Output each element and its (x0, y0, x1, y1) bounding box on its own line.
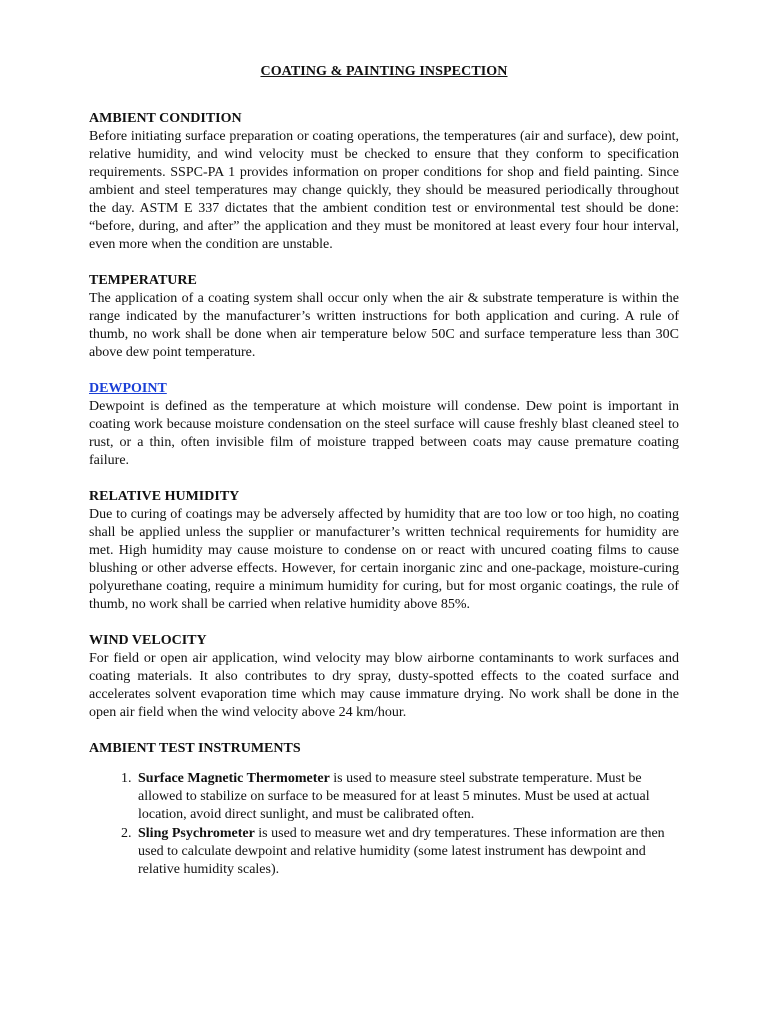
section-text: Dewpoint is defined as the temperature at which moisture will condense. Dew point is important in coating work because moisture condensation on the steel surface will cause freshly blast cleaned steel to rust, or a thin, often invisible film of moisture trapped between coats may cause premature coating failure. (89, 399, 679, 468)
section-heading: AMBIENT TEST INSTRUMENTS (89, 741, 301, 756)
section-heading: WIND VELOCITY (89, 633, 207, 648)
dewpoint-link[interactable]: DEWPOINT (89, 381, 167, 396)
section-dewpoint (89, 380, 679, 470)
section-wind-velocity (89, 632, 679, 722)
section-text: Before initiating surface preparation or coating operations, the temperatures (air and surface), dew point, relative humidity, and wind velocity must be checked to ensure that they conform to specification requirements. SSPC-PA 1 provides information on proper conditions for shop and field painting. Since ambient and steel temperatures may change quickly, they should be measured periodically throughout the day. ASTM E 337 dictates that the ambient condition test or environmental test should be done: “before, during, and after” the application and they must be monitored at least every four hour interval, even more when the condition are unstable. (89, 129, 679, 252)
section-text: Due to curing of coatings may be adversely affected by humidity that are too low or too high, no coating shall be applied unless the supplier or manufacturer’s written technical requirements for humidity are met. High humidity may cause moisture to condense on or react with uncured coating films to cause blushing or other adverse effects. However, for certain inorganic zinc and one-package, moisture-curing polyurethane coating, require a minimum humidity for curing, but for most organic coatings, the rule of thumb, no work shall be carried when relative humidity above 85%. (89, 507, 679, 612)
instrument-name: Sling Psychrometer (138, 826, 255, 841)
instrument-description: is used to measure wet and dry temperatures. These information are then used to calculate dewpoint and relative humidity (some latest instrument has dewpoint and relative humidity scales). (138, 826, 665, 877)
section-relative-humidity (89, 488, 679, 614)
section-heading: AMBIENT CONDITION (89, 111, 242, 126)
section-ambient-condition (89, 110, 679, 254)
section-ambient-test-instruments (89, 740, 679, 879)
list-item (135, 770, 679, 824)
section-heading: TEMPERATURE (89, 273, 197, 288)
section-text: The application of a coating system shall occur only when the air & substrate temperature is within the range indicated by the manufacturer’s written instructions for both application and curing. A rule of thumb, no work shall be done when air temperature below 50C and surface temperature less than 30C above dew point temperature. (89, 291, 679, 360)
section-temperature (89, 272, 679, 362)
instrument-description: is used to measure steel substrate temperature. Must be allowed to stabilize on surface to be measured for at least 5 minutes. Must be used at actual location, avoid direct sunlight, and must be calibrated often. (138, 771, 650, 822)
section-text: For field or open air application, wind velocity may blow airborne contaminants to work surfaces and coating materials. It also contributes to dry spray, dusty-spotted effects to the coated surface and accelerates solvent evaporation time which may cause immature drying. No work shall be done in the open air field when the wind velocity above 24 km/hour. (89, 651, 679, 720)
section-heading: RELATIVE HUMIDITY (89, 489, 240, 504)
instrument-list (89, 770, 679, 879)
list-item (135, 825, 679, 879)
document-page (89, 60, 679, 880)
instrument-name: Surface Magnetic Thermometer (138, 771, 330, 786)
document-title: COATING & PAINTING INSPECTION (260, 64, 508, 79)
